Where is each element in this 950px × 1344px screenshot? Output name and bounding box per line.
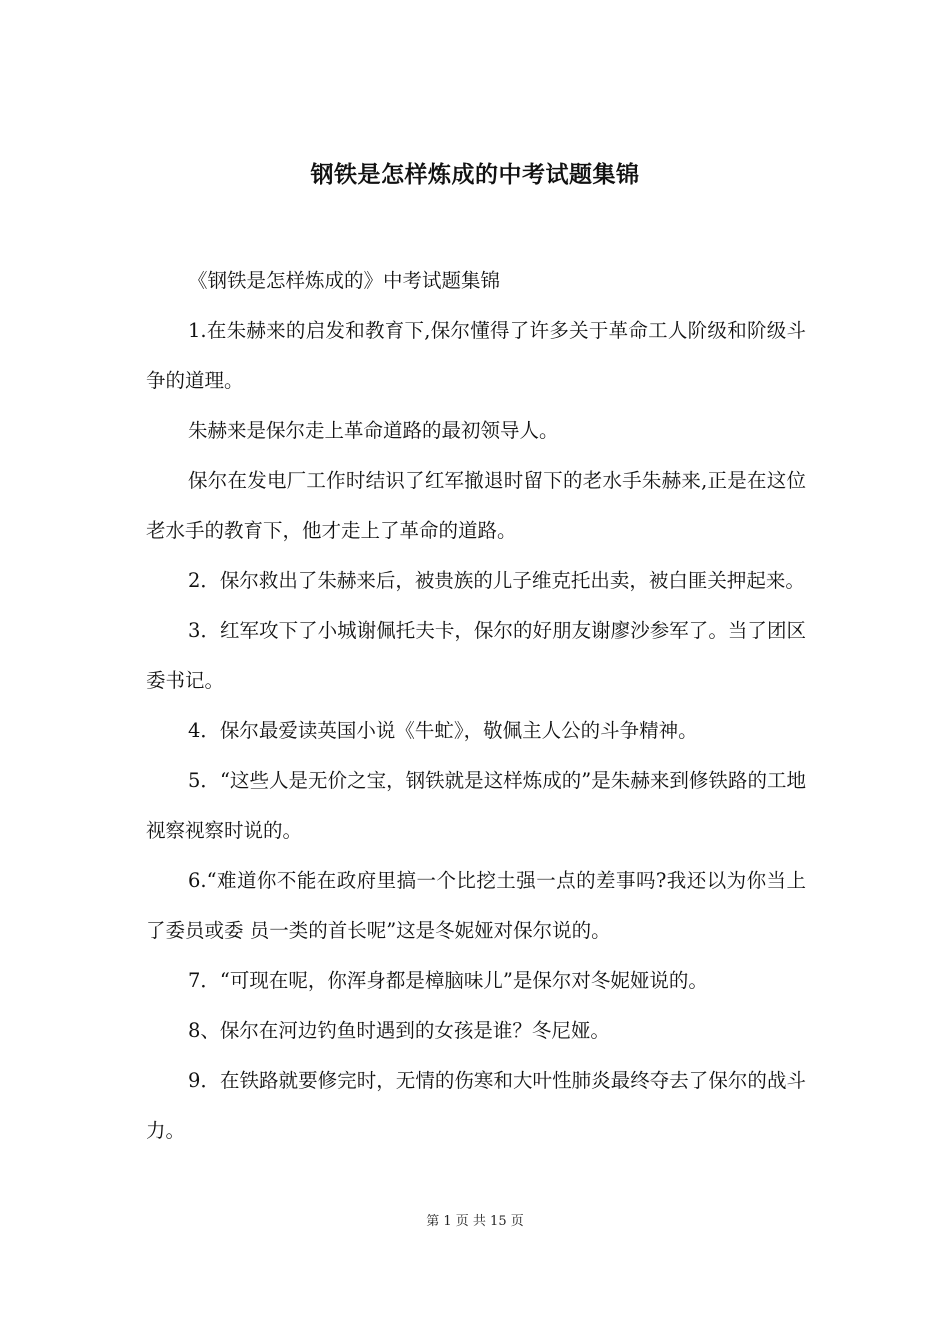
page-title: 钢铁是怎样炼成的中考试题集锦 <box>310 162 640 188</box>
paragraph: 保尔在发电厂工作时结识了红军撤退时留下的老水手朱赫来,正是在这位老水手的教育下，他才走上了革命的道路。 <box>146 469 806 542</box>
paragraph: 5．“这些人是无价之宝，钢铁就是这样炼成的”是朱赫来到修铁路的工地视察视察时说的。 <box>146 769 806 842</box>
paragraph-subtitle: 《钢铁是怎样炼成的》中考试题集锦 <box>188 269 501 292</box>
paragraph: 2．保尔救出了朱赫来后，被贵族的儿子维克托出卖，被白匪关押起来。 <box>188 569 805 592</box>
document-body <box>146 256 806 1156</box>
paragraph: 6.“难道你不能在政府里搞一个比挖土强一点的差事吗?我还以为你当上了委员或委 员一类的首长呢”这是冬妮娅对保尔说的。 <box>146 869 806 942</box>
paragraph: 1.在朱赫来的启发和教育下,保尔懂得了许多关于革命工人阶级和阶级斗争的道理。 <box>146 319 806 392</box>
paragraph: 4．保尔最爱读英国小说《牛虻》，敬佩主人公的斗争精神。 <box>188 719 698 742</box>
paragraph: 3．红军攻下了小城谢佩托夫卡，保尔的好朋友谢廖沙参军了。当了团区委书记。 <box>146 619 806 692</box>
paragraph: 8、保尔在河边钓鱼时遇到的女孩是谁？冬尼娅。 <box>188 1019 610 1042</box>
page-number-footer: 第 1 页 共 15 页 <box>426 1214 524 1229</box>
paragraph: 7．“可现在呢，你浑身都是樟脑味儿”是保尔对冬妮娅说的。 <box>188 969 708 992</box>
paragraph: 朱赫来是保尔走上革命道路的最初领导人。 <box>188 419 559 442</box>
paragraph: 9．在铁路就要修完时，无情的伤寒和大叶性肺炎最终夺去了保尔的战斗力。 <box>146 1069 806 1142</box>
